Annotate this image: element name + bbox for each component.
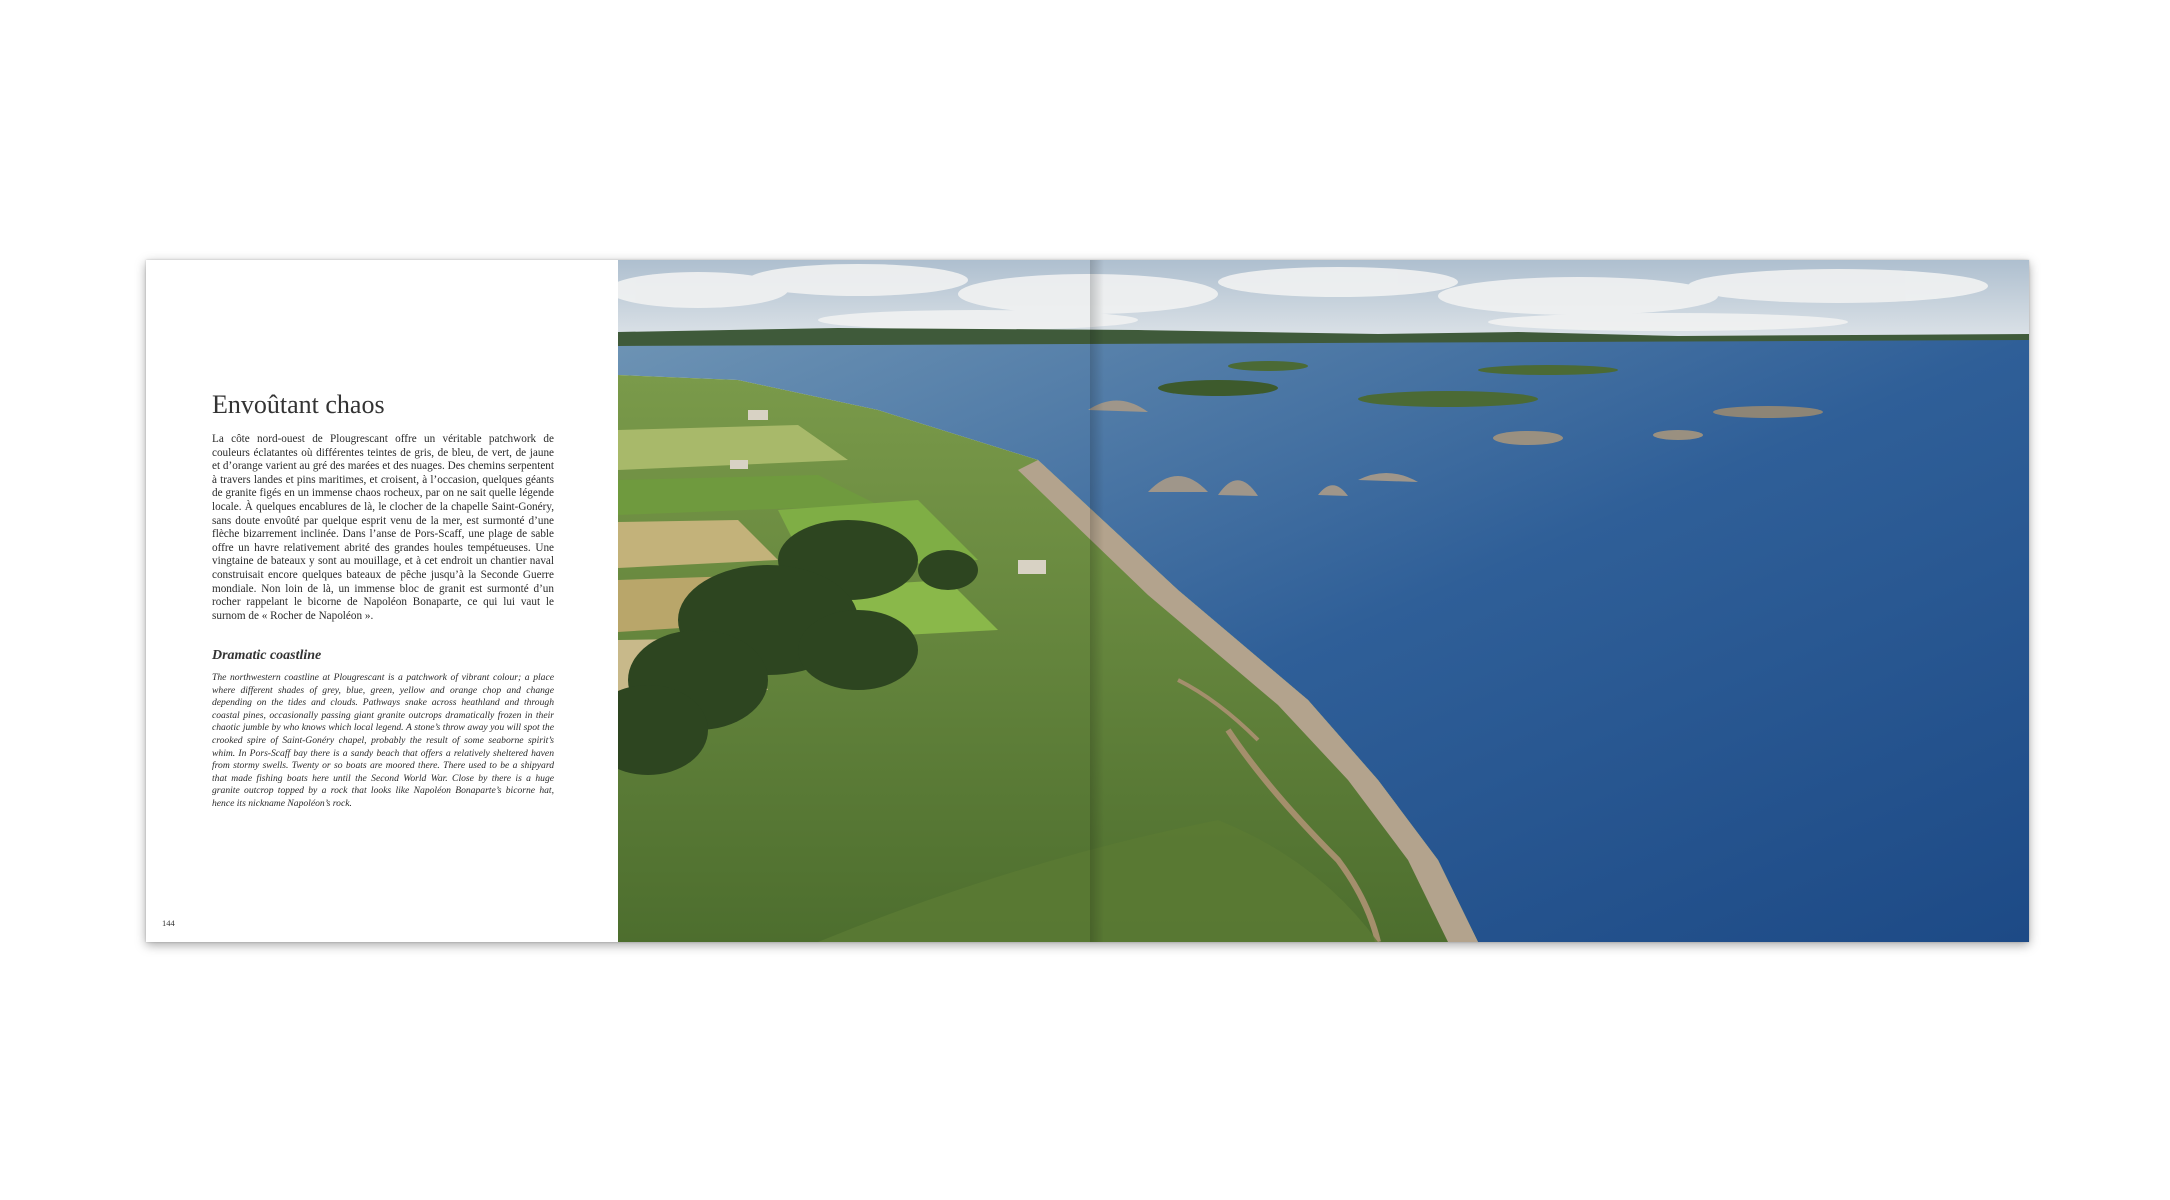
english-subtitle: Dramatic coastline (212, 648, 322, 663)
book-spread (146, 260, 2029, 942)
aerial-coastline-photo (618, 260, 2029, 942)
landscape-illustration (618, 260, 2029, 942)
page-gutter-shadow (1090, 260, 1104, 942)
page-number: 144 (162, 918, 175, 928)
french-body-text: La côte nord-ouest de Plougrescant offre un véritable patchwork de couleurs éclatantes où différentes teintes de gris, de bleu, de vert, de jaune et d’orange varient au gré des marées et des nuages. Des chemins serpentent à travers landes et pins maritimes, et croisent, à l’occasion, quelques géants de granite figés en un immense chaos rocheux, par on ne sait quelle légende locale. À quelques encablures de là, le clocher de la chapelle Saint-Gonéry, sans doute envoûté par quelque esprit venu de la mer, est surmonté d’une flèche bizarrement inclinée. Dans l’anse de Pors-Scaff, une plage de sable offre un havre relativement abrité des grandes houles tempétueuses. Une vingtaine de bateaux y sont au mouillage, et à cet endroit un chantier naval construisait encore quelques bateaux de pêche jusqu’à la Seconde Guerre mondiale. Non loin de là, un immense bloc de granit est surmonté d’un rocher rappelant le bicorne de Napoléon Bonaparte, ce qui lui vaut le surnom de « Rocher de Napoléon ». (212, 433, 554, 622)
left-page (146, 260, 618, 942)
page-title: Envoûtant chaos (212, 390, 385, 419)
english-body-text: The northwestern coastline at Plougrescant is a patchwork of vibrant colour; a place where different shades of grey, blue, green, yellow and orange chop and change depending on the tides and clouds. Pathways snake across heathland and through coastal pines, occasionally passing giant granite outcrops dramatically frozen in their chaotic jumble by who knows which local legend. A stone’s throw away you will spot the crooked spire of Saint-Gonéry chapel, probably the result of some seaborne spirit’s whim. In Pors-Scaff bay there is a sandy beach that offers a relatively sheltered haven from stormy swells. Twenty or so boats are moored there. There used to be a shipyard that made fishing boats here until the Second World War. Close by there is a huge granite outcrop topped by a rock that looks like Napoléon Bonaparte’s bicorne hat, hence its nickname Napoléon’s rock. (212, 672, 554, 809)
